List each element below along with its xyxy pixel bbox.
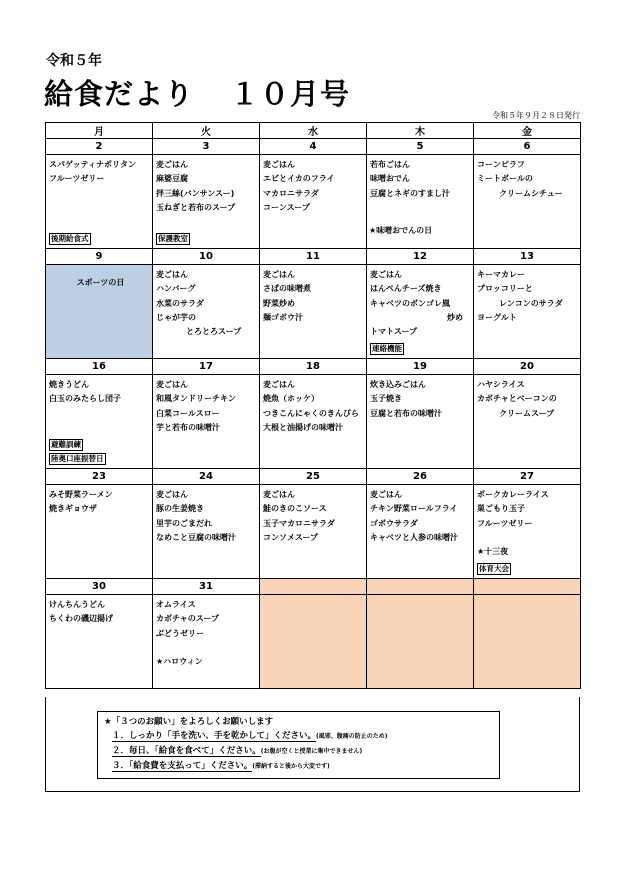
date-cell: 13	[474, 249, 581, 265]
event-tags	[156, 231, 190, 245]
menu-items	[474, 375, 580, 421]
event-tag: 避難訓練	[51, 440, 81, 449]
menu-items	[46, 265, 152, 290]
menu-item: 玉子焼き	[370, 394, 402, 404]
menu-item: 巣ごもり玉子	[477, 504, 525, 514]
date-cell: 10	[153, 249, 260, 265]
weekday-tue: 火	[153, 123, 260, 139]
menu-cell	[46, 375, 153, 469]
newsletter-title	[44, 72, 350, 113]
menu-cell	[46, 485, 153, 579]
publish-date: 令和５年９月２８日発行	[492, 111, 580, 120]
menu-item: 里芋のごまだれ	[156, 518, 212, 528]
menu-item: クリームシチュー	[499, 188, 563, 198]
menu-item: 焼きうどん	[49, 380, 89, 389]
menu-item: 麻婆豆腐	[156, 174, 188, 184]
menu-items	[367, 375, 473, 421]
menu-item: 豆腐と若布の味噌汁	[370, 408, 442, 418]
event-tag: 連絡機能	[372, 344, 402, 353]
weekday-header-row	[46, 123, 581, 139]
menu-cell	[367, 375, 474, 469]
menu-cell	[153, 375, 260, 469]
menu-cell	[260, 595, 367, 689]
menu-cell	[260, 265, 367, 359]
menu-item: 炒め	[447, 312, 463, 322]
menu-cell	[367, 485, 474, 579]
notice-area	[45, 697, 580, 792]
menu-item: さばの味噌煮	[263, 284, 311, 294]
menu-item: キャベツのボンゴレ風	[370, 298, 450, 308]
menu-item: トマトスープ	[370, 327, 418, 337]
date-cell: 31	[153, 579, 260, 595]
menu-items	[260, 155, 366, 215]
issue-label: １０月号	[230, 77, 351, 111]
menu-item: フルーツゼリー	[477, 518, 533, 528]
menu-item: レンコンのサラダ	[499, 298, 563, 308]
menu-item: 和風タンドリーチキン	[156, 394, 236, 404]
date-cell: 12	[367, 249, 474, 265]
menu-item: 麦ごはん	[263, 160, 295, 169]
event-tag: 陸奥口座振替日	[51, 454, 104, 463]
event-tags	[370, 341, 404, 355]
weekday-thu: 木	[367, 123, 474, 139]
menu-cell	[367, 595, 474, 689]
date-cell: 17	[153, 359, 260, 375]
menu-item: はんぺんチーズ焼き	[370, 284, 442, 294]
weekday-mon: 月	[46, 123, 153, 139]
menu-cell	[153, 155, 260, 249]
menu-item: 麦ごはん	[370, 490, 402, 499]
menu-cell	[474, 265, 581, 359]
menu-items	[46, 375, 152, 407]
menu-item: コンソメスープ	[263, 532, 319, 542]
date-cell: 4	[260, 139, 367, 155]
menu-cell	[46, 265, 153, 359]
menu-item	[477, 531, 580, 545]
menu-items	[474, 155, 580, 201]
menu-item: ちくわの磯辺揚げ	[49, 614, 113, 624]
menu-item: 麦ごはん	[370, 270, 402, 279]
menu-cell	[153, 485, 260, 579]
weekday-fri: 金	[474, 123, 581, 139]
menu-cell	[474, 375, 581, 469]
menu-row	[46, 155, 581, 249]
date-row	[46, 469, 581, 485]
menu-item: 味噌おでん	[370, 174, 410, 184]
menu-item: 麦ごはん	[263, 380, 295, 389]
request-main: ３．「給食費を支払って」ください。	[112, 761, 253, 771]
lunch-calendar	[45, 122, 581, 689]
menu-cell	[260, 155, 367, 249]
date-cell: 9	[46, 249, 153, 265]
date-cell: 3	[153, 139, 260, 155]
menu-item: 麦ごはん	[156, 380, 188, 389]
menu-item: 麦ごはん	[156, 270, 188, 279]
menu-items	[153, 265, 259, 339]
menu-items	[153, 595, 259, 669]
request-note: (滞納すると後から大変です)	[252, 763, 330, 770]
date-cell: 25	[260, 469, 367, 485]
menu-item: チキン野菜ロールフライ	[370, 504, 458, 514]
menu-item: つきこんにゃくのきんぴら	[263, 408, 359, 418]
menu-item: 麦ごはん	[263, 270, 295, 279]
menu-item: 白玉のみたらし団子	[49, 394, 121, 404]
date-cell: 20	[474, 359, 581, 375]
menu-item: コーンピラフ	[477, 160, 525, 169]
event-tags	[49, 437, 106, 465]
menu-cell	[367, 155, 474, 249]
menu-item: 芋と若布の味噌汁	[156, 422, 220, 432]
date-cell: 2	[46, 139, 153, 155]
date-cell	[474, 579, 581, 595]
menu-item: ぶどうゼリー	[156, 628, 204, 638]
menu-cell	[474, 595, 581, 689]
menu-item: ハヤシライス	[477, 380, 525, 389]
event-tag: 体育大会	[479, 564, 509, 573]
title-text: 給食だより	[44, 77, 195, 111]
date-cell: 11	[260, 249, 367, 265]
menu-item: 鮭のきのこソース	[263, 504, 327, 514]
request-note: (風邪、腹痛の防止のため)	[316, 733, 388, 740]
date-row	[46, 359, 581, 375]
menu-item: 麦ごはん	[156, 160, 188, 169]
menu-items	[260, 265, 366, 325]
request-item	[112, 729, 493, 744]
menu-items	[46, 155, 152, 187]
menu-item: 白菜コールスロー	[156, 408, 220, 418]
event-note: ★味噌おでんの日	[369, 226, 433, 235]
calendar-body	[46, 139, 581, 689]
menu-item: とろとろスープ	[186, 327, 242, 337]
date-cell: 19	[367, 359, 474, 375]
menu-cell	[260, 375, 367, 469]
menu-items	[367, 155, 473, 201]
menu-items	[260, 375, 366, 435]
menu-item: みそ野菜ラーメン	[49, 490, 113, 499]
date-cell: 16	[46, 359, 153, 375]
menu-item: キャベツと人参の味噌汁	[370, 532, 458, 542]
menu-item: ゴボウサラダ	[370, 518, 418, 528]
menu-items	[46, 485, 152, 517]
date-row	[46, 579, 581, 595]
menu-item: エビとイカのフライ	[263, 174, 335, 184]
menu-item: マカロニサラダ	[263, 188, 319, 198]
request-note: (お腹が空くと授業に集中できません)	[260, 748, 363, 755]
menu-item: 拌三絲(バンサンスー)	[156, 188, 235, 198]
menu-item: ポークカレーライス	[477, 490, 549, 499]
event-tag: 保護教室	[158, 234, 188, 243]
menu-item: ヨーグルト	[477, 312, 517, 322]
menu-items	[46, 595, 152, 627]
menu-item: 豆腐とネギのすまし汁	[370, 188, 450, 198]
menu-item: 大根と油揚げの味噌汁	[263, 422, 343, 432]
menu-item: スパゲッティナポリタン	[49, 160, 137, 169]
menu-item: 水菜のサラダ	[156, 298, 204, 308]
menu-item: 焼きギョウザ	[49, 504, 97, 514]
menu-cell	[367, 265, 474, 359]
menu-item: 麦ごはん	[263, 490, 295, 499]
menu-item: 玉ねぎと若布のスープ	[156, 202, 236, 212]
date-cell	[367, 579, 474, 595]
date-cell: 27	[474, 469, 581, 485]
menu-item: フルーツゼリー	[49, 174, 105, 184]
menu-items	[367, 485, 473, 545]
menu-item: 玉子マカロニサラダ	[263, 518, 335, 528]
event-tags	[49, 231, 91, 245]
menu-item: キーマカレー	[477, 270, 525, 279]
menu-cell	[153, 595, 260, 689]
date-cell: 23	[46, 469, 153, 485]
menu-item: オムライス	[156, 600, 196, 609]
menu-item: 焼魚（ホッケ）	[263, 394, 319, 404]
menu-item: じゃが芋の	[156, 312, 196, 322]
request-item	[112, 744, 493, 759]
request-main: １．しっかり「手を洗い、手を乾かして」ください。	[112, 731, 317, 741]
menu-item: ★十三夜	[477, 547, 509, 557]
menu-item: 麺ゴボウ汁	[263, 312, 303, 322]
menu-cell	[474, 485, 581, 579]
menu-items	[474, 595, 580, 598]
menu-row	[46, 375, 581, 469]
menu-item: カボチャとベーコンの	[477, 394, 557, 404]
menu-cell	[46, 595, 153, 689]
menu-item: クリームスープ	[499, 408, 555, 418]
date-cell: 30	[46, 579, 153, 595]
date-cell	[260, 579, 367, 595]
era-label: 令和５年	[46, 53, 102, 69]
event-tags	[477, 561, 511, 575]
menu-item: ★ハロウィン	[156, 657, 203, 667]
date-cell: 18	[260, 359, 367, 375]
menu-item: 若布ごはん	[370, 160, 410, 169]
menu-item: ミートボールの	[477, 174, 533, 184]
menu-items	[153, 375, 259, 435]
menu-items	[474, 485, 580, 559]
menu-items	[260, 485, 366, 545]
menu-row	[46, 485, 581, 579]
menu-items	[367, 595, 473, 598]
menu-item: 野菜炒め	[263, 298, 295, 308]
menu-cell	[46, 155, 153, 249]
menu-items	[260, 595, 366, 598]
menu-item: けんちんうどん	[49, 600, 105, 609]
menu-items	[474, 265, 580, 325]
date-cell: 6	[474, 139, 581, 155]
menu-item: カボチャのスープ	[156, 614, 219, 624]
menu-items	[153, 155, 259, 215]
menu-item: 麦ごはん	[156, 490, 188, 499]
menu-item: なめこと豆腐の味噌汁	[156, 532, 236, 542]
menu-item: 炊き込みごはん	[370, 380, 426, 389]
menu-item: ブロッコリーと	[477, 284, 533, 294]
date-cell: 5	[367, 139, 474, 155]
menu-row	[46, 265, 581, 359]
date-cell: 24	[153, 469, 260, 485]
request-item	[112, 759, 493, 774]
event-tag: 後期給食式	[51, 234, 89, 243]
menu-items	[367, 265, 473, 339]
menu-cell	[153, 265, 260, 359]
date-cell: 26	[367, 469, 474, 485]
weekday-wed: 水	[260, 123, 367, 139]
menu-item: コーンスープ	[263, 202, 310, 212]
requests-box	[97, 711, 500, 779]
menu-item: 豚の生姜焼き	[156, 504, 204, 514]
menu-row	[46, 595, 581, 689]
menu-item	[156, 641, 259, 655]
menu-items	[153, 485, 259, 545]
menu-item: ハンバーグ	[156, 284, 196, 294]
requests-heading: ★「３つのお願い」をよろしくお願いします	[104, 717, 274, 727]
request-main: ２．毎日、「給食を食べて」ください。	[112, 746, 261, 756]
date-row	[46, 139, 581, 155]
date-row	[46, 249, 581, 265]
menu-cell	[474, 155, 581, 249]
holiday-name: スポーツの日	[76, 278, 125, 287]
menu-cell	[260, 485, 367, 579]
